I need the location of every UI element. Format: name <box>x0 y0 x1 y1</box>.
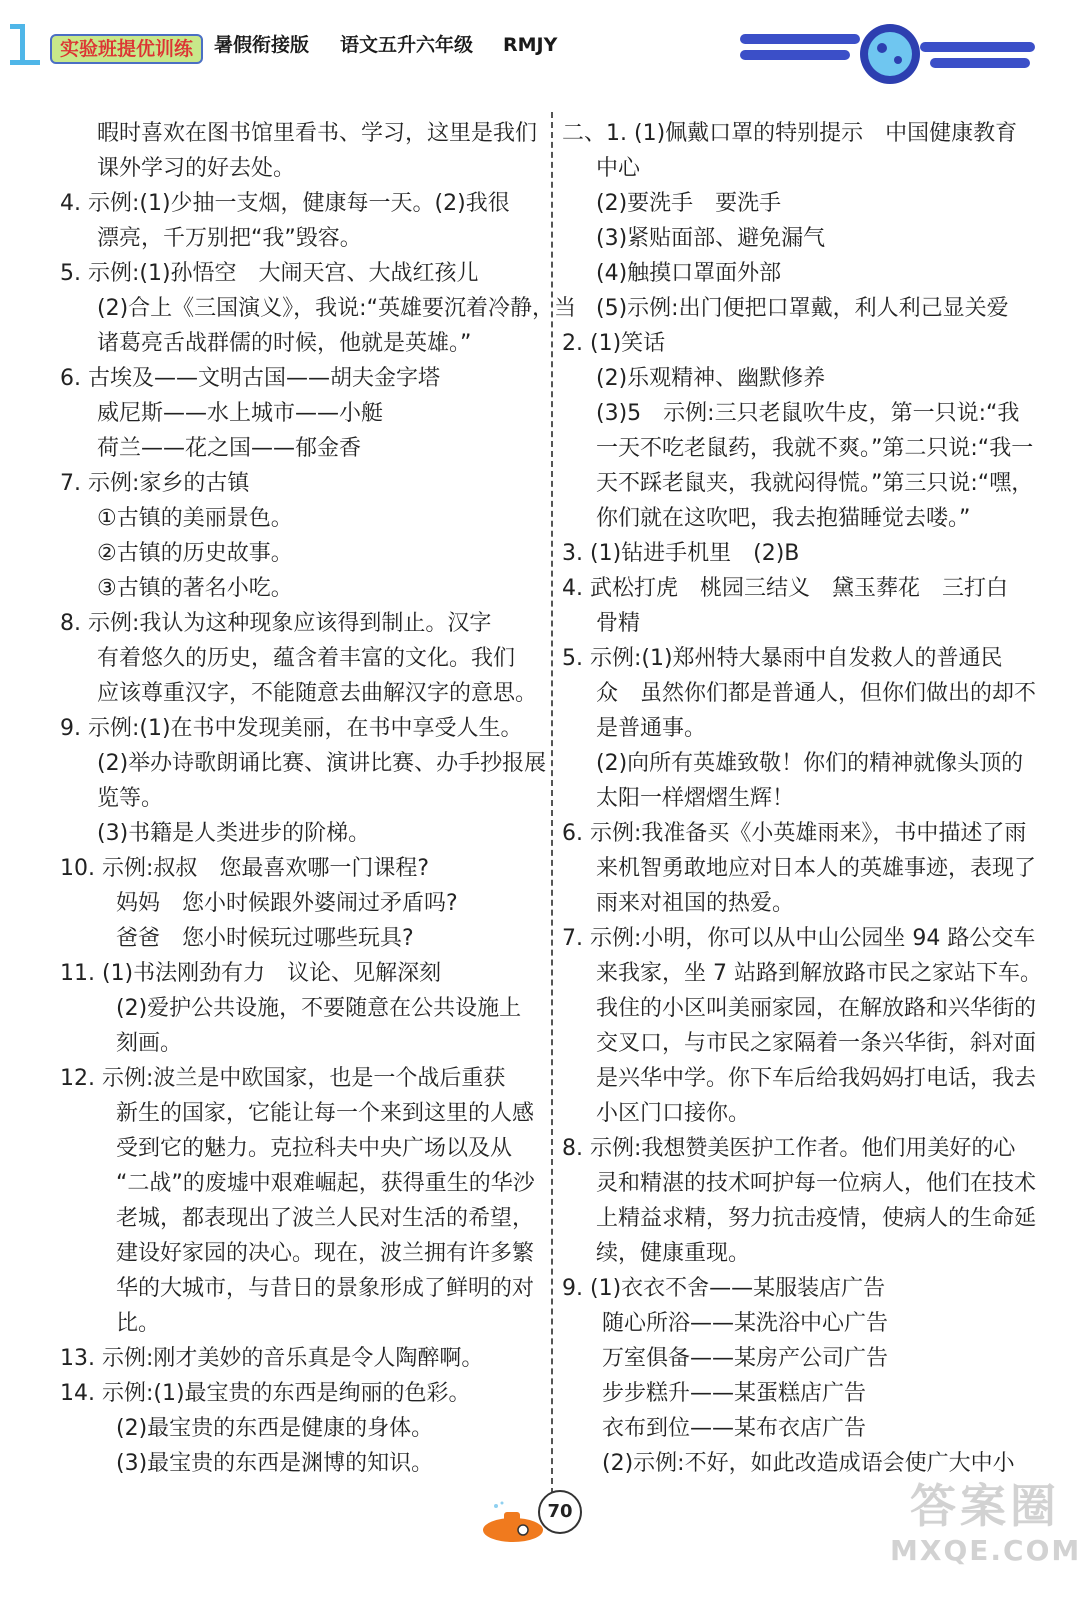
answer-line: (2)要洗手 要洗手 <box>596 191 782 216</box>
answer-line: 步步糕升——某蛋糕店广告 <box>602 1381 867 1406</box>
answer-line: 上精益求精，努力抗击疫情，使病人的生命延 <box>596 1206 1037 1231</box>
answer-line: 13. 示例:刚才美妙的音乐真是令人陶醉啊。 <box>60 1346 484 1371</box>
answer-line: ①古镇的美丽景色。 <box>97 506 293 531</box>
answer-line: 雨来对祖国的热爱。 <box>596 891 795 916</box>
answer-line: 中心 <box>596 156 641 181</box>
answer-line: (2)爱护公共设施，不要随意在公共设施上 <box>116 996 522 1021</box>
answer-line: (2)合上《三国演义》，我说:“英雄要沉着冷静，当 <box>97 296 576 321</box>
left-answer-column <box>60 116 576 1481</box>
answer-line: 7. 示例:家乡的古镇 <box>60 471 250 496</box>
answer-line: 暇时喜欢在图书馆里看书、学习，这里是我们 <box>97 121 538 146</box>
answer-line: 12. 示例:波兰是中欧国家，也是一个战后重获 <box>60 1066 506 1091</box>
answer-line: 来机智勇敢地应对日本人的英雄事迹，表现了 <box>596 856 1037 881</box>
planet-decoration-icon <box>740 20 1040 90</box>
answer-line: 10. 示例:叔叔 您最喜欢哪一门课程? <box>60 856 430 881</box>
answer-line: 续，健康重现。 <box>596 1241 751 1266</box>
answer-line: ②古镇的历史故事。 <box>97 541 293 566</box>
answer-line: 课外学习的好去处。 <box>97 156 296 181</box>
answer-line: 新生的国家，它能让每一个来到这里的人感 <box>116 1101 535 1126</box>
answer-line: 你们就在这吹吧，我去抱猫睡觉去喽。” <box>596 506 971 531</box>
corner-decoration-icon <box>6 20 46 70</box>
answer-line: (5)示例:出门便把口罩戴，利人利己显关爱 <box>596 296 1009 321</box>
answer-line: 交叉口，与市民之家隔着一条兴华街，斜对面 <box>596 1031 1037 1056</box>
answer-line: (2)示例:不好，如此改造成语会使广大中小 <box>602 1451 1015 1476</box>
answer-line: 2. (1)笑话 <box>562 331 666 356</box>
answer-line: 二、1. (1)佩戴口罩的特别提示 中国健康教育 <box>562 121 1018 146</box>
edition-label: 暑假衔接版 <box>214 34 310 56</box>
answer-line: 衣布到位——某布衣店广告 <box>602 1416 867 1441</box>
header-bar <box>0 0 1088 100</box>
code-label: RMJY <box>503 34 558 56</box>
answer-line: 6. 古埃及——文明古国——胡夫金字塔 <box>60 366 440 391</box>
answer-line: 灵和精湛的技术呵护每一位病人，他们在技术 <box>596 1171 1037 1196</box>
brand-badge: 实验班提优训练 <box>50 34 203 64</box>
answer-line: (2)最宝贵的东西是健康的身体。 <box>116 1416 434 1441</box>
watermark-url: MXQE.COM <box>890 1534 1082 1567</box>
answer-line: 骨精 <box>596 611 641 636</box>
answer-line: 是普通事。 <box>596 716 707 741</box>
answer-line: 万室俱备——某房产公司广告 <box>602 1346 889 1371</box>
answer-line: 9. (1)衣衣不舍——某服装店广告 <box>562 1276 886 1301</box>
answer-line: 应该尊重汉字，不能随意去曲解汉字的意思。 <box>97 681 538 706</box>
answer-line: 我住的小区叫美丽家园，在解放路和兴华街的 <box>596 996 1037 1021</box>
answer-line: 5. 示例:(1)郑州特大暴雨中自发救人的普通民 <box>562 646 1003 671</box>
answer-line: (3)书籍是人类进步的阶梯。 <box>97 821 371 846</box>
answer-line: 4. 武松打虎 桃园三结义 黛玉葬花 三打白 <box>562 576 1008 601</box>
answer-line: 老城，都表现出了波兰人民对生活的希望， <box>116 1206 535 1231</box>
answer-line: 9. 示例:(1)在书中发现美丽，在书中享受人生。 <box>60 716 523 741</box>
answer-line: 览等。 <box>97 786 164 811</box>
answer-line: 诸葛亮舌战群儒的时候，他就是英雄。” <box>97 331 472 356</box>
answer-line: 众 虽然你们都是普通人，但你们做出的却不 <box>596 681 1037 706</box>
answer-line: 受到它的魅力。克拉科夫中央广场以及从 <box>116 1136 513 1161</box>
answer-line: 比。 <box>116 1311 161 1336</box>
answer-line: 小区门口接你。 <box>596 1101 751 1126</box>
answer-line: 有着悠久的历史，蕴含着丰富的文化。我们 <box>97 646 516 671</box>
answer-line: (3)紧贴面部、避免漏气 <box>596 226 826 251</box>
answer-line: 妈妈 您小时候跟外婆闹过矛盾吗? <box>116 891 458 916</box>
answer-line: 刻画。 <box>116 1031 183 1056</box>
watermark <box>890 1478 1080 1568</box>
answer-line: (2)向所有英雄致敬！你们的精神就像头顶的 <box>596 751 1024 776</box>
answer-line: (3)5 示例:三只老鼠吹牛皮，第一只说:“我 <box>596 401 1020 426</box>
answer-line: 随心所浴——某洗浴中心广告 <box>602 1311 889 1336</box>
answer-line: (2)举办诗歌朗诵比赛、演讲比赛、办手抄报展 <box>97 751 547 776</box>
answer-line: ③古镇的著名小吃。 <box>97 576 293 601</box>
answer-line: 14. 示例:(1)最宝贵的东西是绚丽的色彩。 <box>60 1381 471 1406</box>
answer-line: (4)触摸口罩面外部 <box>596 261 782 286</box>
answer-line: 来我家，坐 7 站路到解放路市民之家站下车。 <box>596 961 1042 986</box>
answer-line: 漂亮，千万别把“我”毁容。 <box>97 226 362 251</box>
answer-line: 荷兰——花之国——郁金香 <box>97 436 362 461</box>
answer-line: 3. (1)钻进手机里 (2)B <box>562 541 800 566</box>
watermark-title: 答案圈 <box>910 1479 1060 1533</box>
answer-line: (2)乐观精神、幽默修养 <box>596 366 826 391</box>
answer-line: 太阳一样熠熠生辉！ <box>596 786 795 811</box>
answer-line: 爸爸 您小时候玩过哪些玩具? <box>116 926 414 951</box>
answer-line: 5. 示例:(1)孙悟空 大闹天宫、大战红孩儿 <box>60 261 479 286</box>
right-answer-column <box>562 116 1050 1481</box>
answer-line: 7. 示例:小明，你可以从中山公园坐 94 路公交车 <box>562 926 1036 951</box>
answer-line: 华的大城市，与昔日的景象形成了鲜明的对 <box>116 1276 535 1301</box>
answer-line: 是兴华中学。你下车后给我妈妈打电话，我去 <box>596 1066 1037 1091</box>
answer-line: 8. 示例:我认为这种现象应该得到制止。汉字 <box>60 611 492 636</box>
answer-line: 一天不吃老鼠药，我就不爽。”第二只说:“我一 <box>596 436 1034 461</box>
answer-line: 天不踩老鼠夹，我就闷得慌。”第三只说:“嘿， <box>596 471 1034 496</box>
answer-line: 4. 示例:(1)少抽一支烟，健康每一天。(2)我很 <box>60 191 510 216</box>
answer-line: (3)最宝贵的东西是渊博的知识。 <box>116 1451 434 1476</box>
answer-line: 威尼斯——水上城市——小艇 <box>97 401 384 426</box>
page-number: 70 <box>538 1490 582 1534</box>
subject-label: 语文五升六年级 <box>340 34 474 56</box>
answer-line: “二战”的废墟中艰难崛起，获得重生的华沙 <box>116 1171 535 1196</box>
answer-line: 6. 示例:我准备买《小英雄雨来》，书中描述了雨 <box>562 821 1027 846</box>
answer-line: 11. (1)书法刚劲有力 议论、见解深刻 <box>60 961 442 986</box>
answer-line: 建设好家园的决心。现在，波兰拥有许多繁 <box>116 1241 535 1266</box>
answer-line: 8. 示例:我想赞美医护工作者。他们用美好的心 <box>562 1136 1016 1161</box>
